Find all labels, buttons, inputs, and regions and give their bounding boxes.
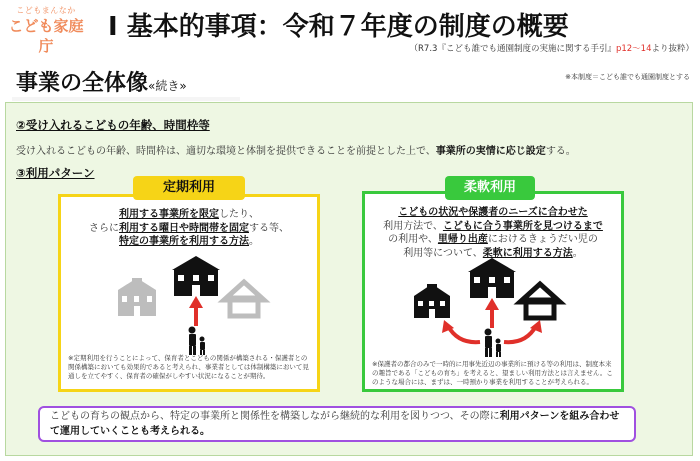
source-pages: p12～14: [615, 44, 652, 54]
arrow-up-icon: [189, 296, 203, 326]
age-timeslot-text-a: 受け入れるこどもの年齢、時間枠は、適切な環境と体制を提供できることを前提とした上で、: [16, 146, 436, 157]
age-timeslot-text-c: する。: [545, 146, 576, 157]
conclusion-emphasis: 利用パターンを組み合わせて運用していくことも考えられる。: [50, 411, 620, 437]
flexible-usage-footnote: ※保護者の都合のみで一時的に用事先近辺の事業所に預ける等の利用は、制度本来の趣旨である「こどもの育ち」を考えると、望ましい利用方法とは言えません。このような場合には、まずは、一時預かり事業を利用することが考えられる。: [372, 360, 613, 386]
age-timeslot-text: [16, 142, 576, 157]
age-timeslot-emphasis: 事業所の実情に応じ設定: [435, 146, 546, 157]
school-building-icon: [118, 278, 156, 316]
arrow-right-curve-icon: [504, 320, 542, 342]
fixed-usage-label: 定期利用: [133, 176, 245, 200]
source-citation: [410, 42, 694, 54]
fixed-l2c: する等、: [249, 222, 289, 234]
flexible-usage-label: 柔軟利用: [445, 176, 535, 200]
flexible-l4a: 利用等について、: [403, 247, 483, 259]
fixed-usage-description: [62, 208, 316, 249]
logo-name: こども家庭庁: [8, 17, 84, 55]
flexible-l2b: こどもに合う事業所を見つけるまで: [442, 220, 603, 232]
section-title: [16, 66, 187, 97]
age-timeslot-heading: ②受け入れるこどもの年齢、時間枠等: [16, 118, 210, 132]
flexible-l3c: におけるきょうだい児の: [487, 234, 598, 245]
conclusion-text: こどもの育ちの観点から、特定の事業所と関係性を構築しながら継続的な利用を図りつつ、その際に: [50, 411, 500, 422]
logo-tagline: こどもまんなか: [16, 6, 76, 15]
flexible-l4c: 。: [572, 247, 583, 259]
section-title-underline: [12, 97, 240, 101]
flexible-l3a: の利用や、: [388, 234, 438, 245]
fixed-l2a: さらに: [89, 222, 119, 234]
fixed-usage-footnote: ※定期利用を行うことによって、保育者とこどもの関係が構築される・保護者との関係構築においても効果的であると考えられ、事業者としては体制構築において見通しを立てやすく、保育者の確保がしやすい状況になることが期待。: [68, 354, 309, 380]
parent-child-icon: [485, 329, 502, 358]
flexible-l2a: 利用方法で、: [383, 220, 443, 232]
section-title-text: 事業の全体像: [16, 71, 149, 96]
home-icon: [520, 284, 560, 318]
logo: [6, 6, 86, 56]
fixed-l3b: 。: [249, 236, 259, 247]
source-prefix: （R7.3『こども誰でも通園制度の実施に関する手引』: [409, 44, 616, 54]
source-suffix: より抜粋）: [651, 44, 694, 54]
arrow-up-icon: [485, 298, 499, 328]
flexible-usage-illustration: [408, 258, 578, 358]
school-building-icon: [172, 256, 220, 296]
school-building-icon: [414, 284, 450, 318]
arrow-left-curve-icon: [442, 320, 480, 342]
flexible-l4b: 柔軟に利用する方法: [482, 247, 573, 259]
school-building-icon: [468, 258, 516, 298]
flexible-l1a: こどもの状況や保護者のニーズに合わせた: [398, 207, 588, 218]
page-title: Ⅰ 基本的事項：令和７年度の制度の概要: [108, 12, 569, 42]
fixed-l1a: 利用する事業所を限定: [119, 209, 219, 220]
section-continued: «続き»: [148, 79, 187, 93]
usage-pattern-heading: ③利用パターン: [16, 166, 95, 180]
parent-child-icon: [189, 327, 206, 356]
conclusion-box: [38, 406, 636, 442]
fixed-l3a: 特定の事業所を利用する方法: [119, 236, 249, 247]
fixed-l1b: したり、: [219, 209, 259, 220]
home-icon: [224, 282, 264, 316]
fixed-l2b: 利用する曜日や時間帯を固定: [119, 222, 249, 234]
flexible-usage-description: [366, 206, 620, 260]
definition-note: ※本制度＝こども誰でも通園制度とする: [565, 73, 690, 81]
flexible-l3b: 里帰り出産: [437, 234, 488, 245]
fixed-usage-illustration: [112, 256, 282, 356]
